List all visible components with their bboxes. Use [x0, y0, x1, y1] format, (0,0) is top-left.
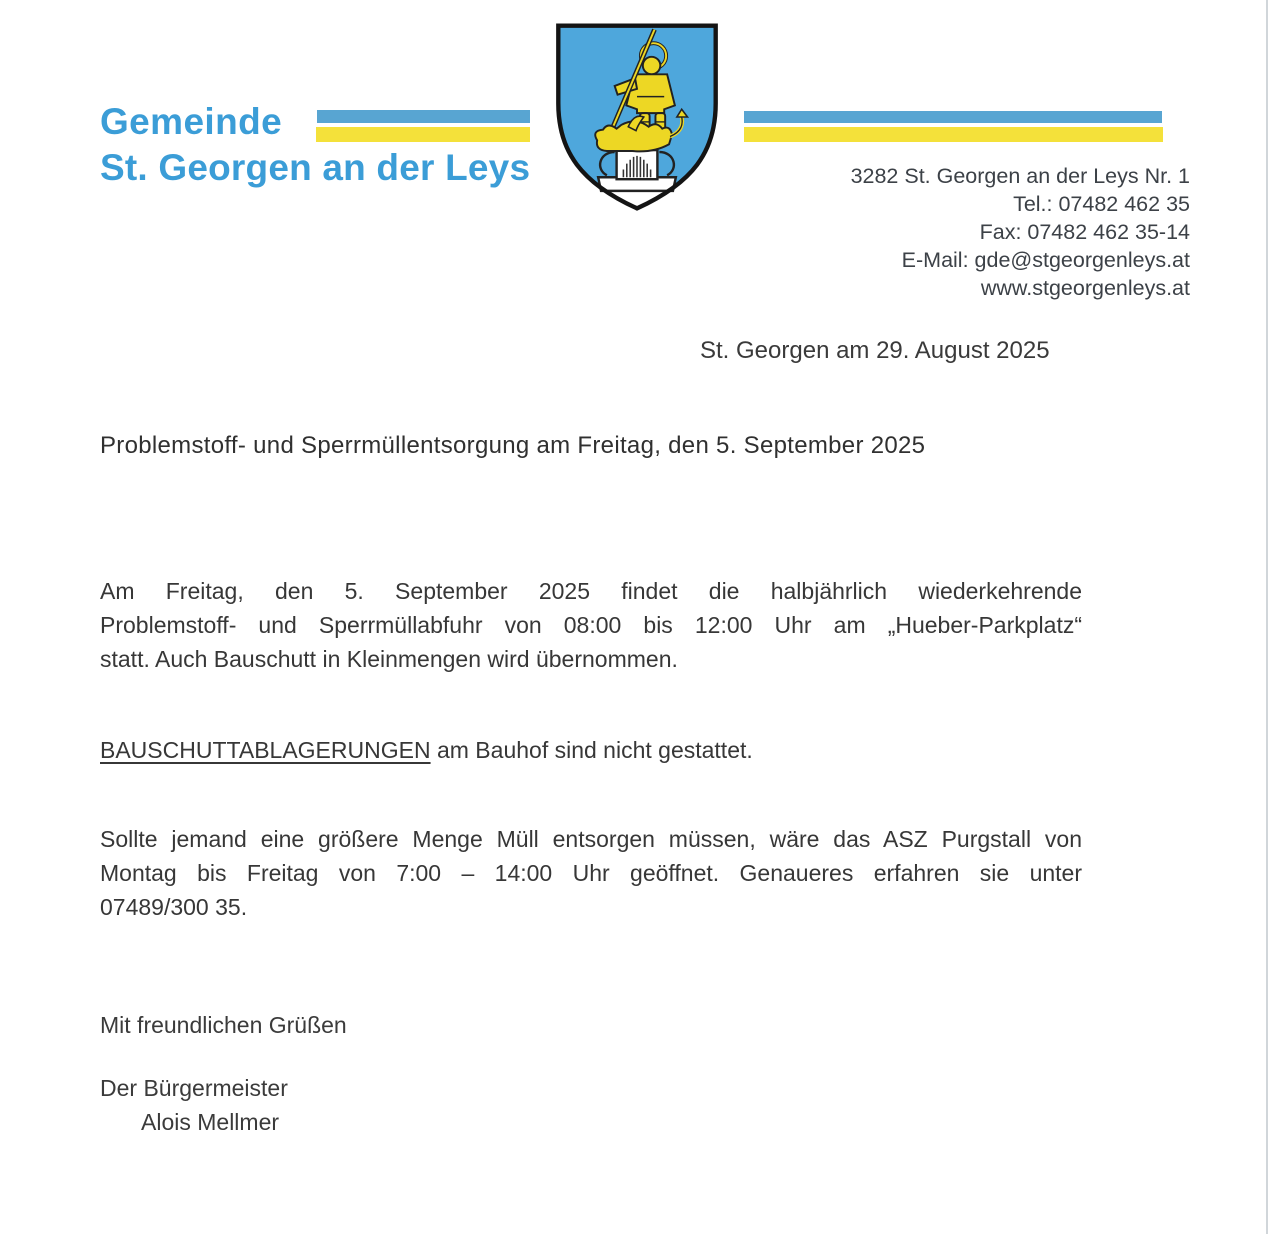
signature-role: Der Bürgermeister — [100, 1075, 288, 1101]
letterhead-stripe-blue-right — [735, 111, 1162, 123]
paragraph-collection-details — [100, 574, 1082, 676]
contact-fax: Fax: 07482 462 35-14 — [979, 220, 1190, 244]
contact-address: 3282 St. Georgen an der Leys Nr. 1 — [850, 164, 1190, 188]
letter-subject: Problemstoff- und Sperrmüllentsorgung am Freitag, den 5. September 2025 — [100, 432, 926, 459]
letterhead-stripe-yellow-left — [316, 127, 530, 142]
letterhead-stripe-blue-left — [317, 110, 530, 123]
paragraph-rest: am Bauhof sind nicht gestattet. — [430, 737, 753, 763]
paragraph-underlined-term: BAUSCHUTTABLAGERUNGEN — [100, 737, 431, 763]
paragraph-bauschutt-notice — [100, 733, 1082, 767]
coat-of-arms-icon — [530, 16, 744, 220]
signature-name: Alois Mellmer — [141, 1109, 280, 1135]
paragraph-line: statt. Auch Bauschutt in Kleinmengen wird übernommen. — [100, 646, 678, 672]
paragraph-line: Montag bis Freitag von 7:00 – 14:00 Uhr geöffnet. Genaueres erfahren sie unter — [100, 860, 1082, 886]
paragraph-line: Sollte jemand eine größere Menge Müll entsorgen müssen, wäre das ASZ Purgstall von — [100, 826, 1082, 852]
paragraph-line: Am Freitag, den 5. September 2025 findet die halbjährlich wiederkehrende — [100, 578, 1082, 604]
paragraph-line: 07489/300 35. — [100, 894, 248, 920]
municipality-name-line2: St. Georgen an der Leys — [100, 147, 531, 188]
st-george-shield-graphic — [546, 16, 728, 220]
contact-block — [851, 162, 1190, 302]
municipality-name-line1: Gemeinde — [100, 101, 283, 142]
scan-edge-line — [1266, 0, 1268, 1234]
contact-website: www.stgeorgenleys.at — [980, 276, 1190, 300]
contact-email: E-Mail: gde@stgeorgenleys.at — [901, 248, 1190, 272]
paragraph-asz-info — [100, 822, 1082, 924]
closing-salutation: Mit freundlichen Grüßen — [100, 1012, 347, 1038]
paragraph-line: Problemstoff- und Sperrmüllabfuhr von 08:00 bis 12:00 Uhr am „Hueber-Parkplatz“ — [100, 612, 1082, 638]
letter-dateline: St. Georgen am 29. August 2025 — [700, 337, 1050, 364]
contact-phone: Tel.: 07482 462 35 — [1013, 192, 1190, 216]
letterhead-stripe-yellow-right — [735, 127, 1163, 142]
